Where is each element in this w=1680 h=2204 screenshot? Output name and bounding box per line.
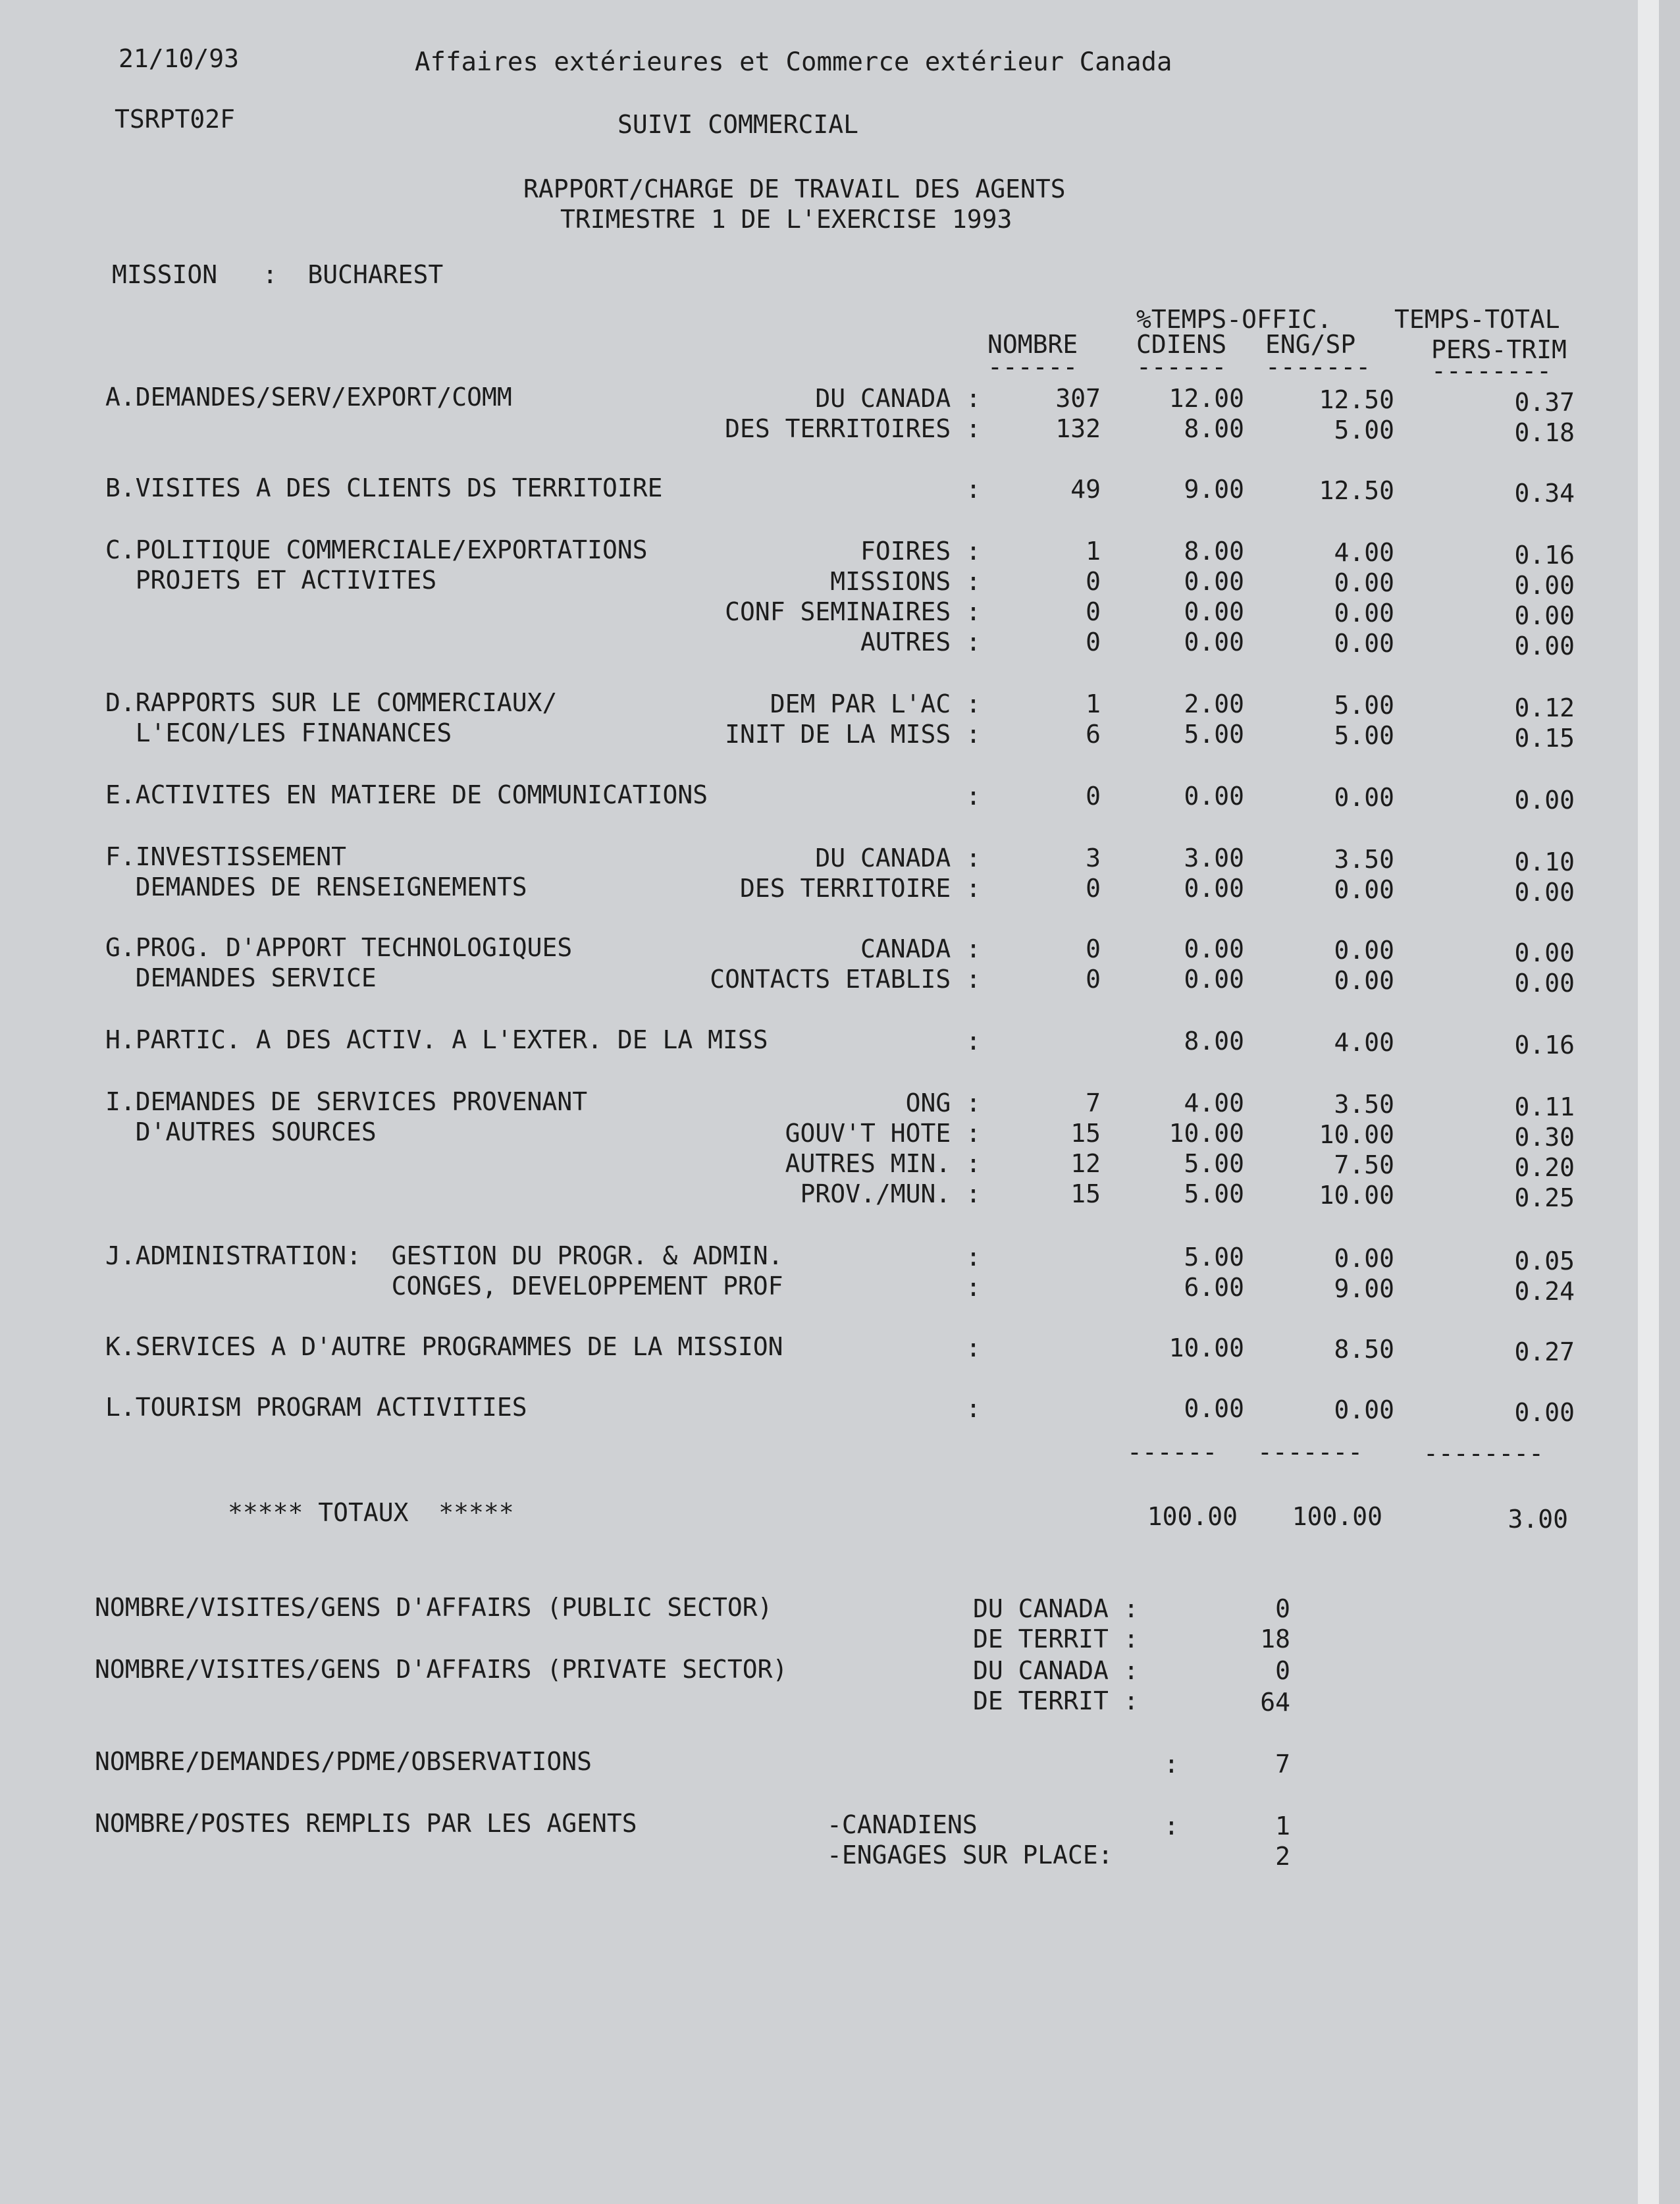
row-perstrim: 0.37: [1514, 388, 1575, 417]
row-label: L.TOURISM PROGRAM ACTIVITIES: [105, 1393, 527, 1422]
row-engsp: 5.00: [1334, 691, 1394, 720]
row-perstrim: 0.12: [1514, 693, 1575, 722]
row-nombre: 307: [1055, 384, 1101, 413]
private-canada-label: DU CANADA :: [973, 1656, 1139, 1685]
row-label: J.ADMINISTRATION: GESTION DU PROGR. & ADMIN.: [105, 1241, 783, 1270]
postes-canadiens-value: 1: [1275, 1812, 1290, 1841]
totals-rule-perstrim: --------: [1423, 1439, 1544, 1468]
row-nombre: 15: [1070, 1119, 1101, 1148]
totals-perstrim: 3.00: [1508, 1505, 1568, 1534]
row-label: K.SERVICES A D'AUTRE PROGRAMMES DE LA MISSION: [105, 1332, 783, 1361]
row-label: F.INVESTISSEMENT: [105, 842, 347, 871]
cdiens-rule: ------: [1136, 352, 1227, 381]
postes-canadiens-colon: :: [1164, 1812, 1179, 1841]
row-perstrim: 0.24: [1514, 1277, 1575, 1306]
report-title: RAPPORT/CHARGE DE TRAVAIL DES AGENTS: [523, 175, 1066, 203]
row-sublabel: CONF SEMINAIRES :: [725, 597, 981, 626]
row-engsp: 8.50: [1334, 1335, 1394, 1364]
row-perstrim: 0.00: [1514, 571, 1575, 600]
postes-engages-label: -ENGAGES SUR PLACE:: [827, 1841, 1113, 1869]
row-sublabel: DES TERRITOIRE :: [739, 874, 981, 903]
row-nombre: 0: [1086, 628, 1101, 657]
total-header: TEMPS-TOTAL: [1394, 305, 1560, 334]
totals-engsp: 100.00: [1292, 1502, 1382, 1531]
row-perstrim: 0.34: [1514, 479, 1575, 508]
row-cdiens: 12.00: [1168, 384, 1244, 413]
row-nombre: 0: [1086, 567, 1101, 596]
pct-header: %TEMPS-OFFIC.: [1136, 305, 1332, 334]
row-cdiens: 0.00: [1184, 597, 1244, 626]
totals-rule-cdiens: ------: [1127, 1438, 1218, 1466]
row-engsp: 0.00: [1334, 629, 1394, 658]
row-perstrim: 0.00: [1514, 786, 1575, 815]
row-engsp: 0.00: [1334, 1244, 1394, 1273]
row-label: PROJETS ET ACTIVITES: [105, 566, 437, 595]
row-sublabel: DU CANADA :: [815, 384, 981, 413]
postes-label: NOMBRE/POSTES REMPLIS PAR LES AGENTS: [95, 1809, 637, 1838]
row-nombre: 1: [1086, 689, 1101, 718]
row-cdiens: 10.00: [1168, 1333, 1244, 1362]
row-perstrim: 0.00: [1514, 938, 1575, 967]
row-perstrim: 0.15: [1514, 724, 1575, 753]
row-label: E.ACTIVITES EN MATIERE DE COMMUNICATIONS: [105, 780, 708, 809]
row-sublabel: CONTACTS ETABLIS :: [710, 965, 981, 994]
row-perstrim: 0.18: [1514, 418, 1575, 447]
row-engsp: 5.00: [1334, 721, 1394, 750]
row-sublabel: ONG :: [905, 1089, 981, 1117]
row-engsp: 4.00: [1334, 1028, 1394, 1057]
row-perstrim: 0.30: [1514, 1123, 1575, 1152]
row-engsp: 0.00: [1334, 936, 1394, 965]
row-nombre: 0: [1086, 782, 1101, 811]
row-engsp: 5.00: [1334, 416, 1394, 444]
row-nombre: 12: [1070, 1149, 1101, 1178]
row-sublabel: FOIRES :: [860, 537, 981, 566]
mission-line: MISSION : BUCHAREST: [112, 260, 444, 289]
totals-rule-engsp: -------: [1257, 1438, 1363, 1466]
row-label: G.PROG. D'APPORT TECHNOLOGIQUES: [105, 933, 573, 962]
row-engsp: 10.00: [1319, 1120, 1394, 1149]
private-canada-value: 0: [1275, 1656, 1290, 1685]
row-engsp: 12.50: [1319, 385, 1394, 414]
row-sublabel: GOUV'T HOTE :: [785, 1119, 981, 1148]
row-perstrim: 0.27: [1514, 1337, 1575, 1366]
row-cdiens: 3.00: [1184, 844, 1244, 873]
row-engsp: 0.00: [1334, 568, 1394, 597]
row-sublabel: :: [966, 1243, 981, 1272]
totals-label: ***** TOTAUX *****: [228, 1498, 514, 1527]
row-perstrim: 0.11: [1514, 1092, 1575, 1121]
private-territ-value: 64: [1260, 1688, 1290, 1717]
row-nombre: 3: [1086, 844, 1101, 873]
report-date: 21/10/93: [118, 44, 240, 73]
row-perstrim: 0.00: [1514, 969, 1575, 998]
row-label: D'AUTRES SOURCES: [105, 1117, 377, 1146]
row-engsp: 4.00: [1334, 538, 1394, 567]
row-cdiens: 6.00: [1184, 1273, 1244, 1302]
nombre-rule: ------: [987, 352, 1078, 381]
row-nombre: 0: [1086, 965, 1101, 994]
row-perstrim: 0.00: [1514, 1398, 1575, 1427]
row-cdiens: 8.00: [1184, 1027, 1244, 1056]
row-sublabel: PROV./MUN. :: [800, 1179, 981, 1208]
row-cdiens: 10.00: [1168, 1119, 1244, 1148]
row-cdiens: 0.00: [1184, 628, 1244, 657]
row-engsp: 3.50: [1334, 1090, 1394, 1119]
cdiens-header: CDIENS: [1136, 330, 1227, 359]
row-label: DEMANDES SERVICE: [105, 963, 377, 992]
row-cdiens: 5.00: [1184, 720, 1244, 749]
row-perstrim: 0.25: [1514, 1183, 1575, 1212]
row-sublabel: AUTRES :: [860, 628, 981, 657]
row-cdiens: 8.00: [1184, 414, 1244, 443]
row-sublabel: :: [966, 1027, 981, 1056]
row-engsp: 3.50: [1334, 845, 1394, 874]
nombre-header: NOMBRE: [987, 330, 1078, 359]
row-cdiens: 9.00: [1184, 475, 1244, 504]
row-sublabel: :: [966, 1333, 981, 1362]
row-engsp: 12.50: [1319, 476, 1394, 505]
department-name: Affaires extérieures et Commerce extérieur Canada: [415, 47, 1172, 77]
row-cdiens: 2.00: [1184, 689, 1244, 718]
row-label: D.RAPPORTS SUR LE COMMERCIAUX/: [105, 688, 558, 717]
report-code: TSRPT02F: [115, 105, 236, 134]
row-sublabel: :: [966, 1394, 981, 1423]
postes-canadiens-label: -CANADIENS: [827, 1810, 978, 1839]
perstrim-header: PERS-TRIM: [1431, 335, 1567, 364]
row-engsp: 0.00: [1334, 966, 1394, 995]
row-nombre: 1: [1086, 537, 1101, 566]
row-nombre: 0: [1086, 874, 1101, 903]
row-label: CONGES, DEVELOPPEMENT PROF: [105, 1272, 783, 1301]
row-cdiens: 5.00: [1184, 1179, 1244, 1208]
row-sublabel: MISSIONS :: [830, 567, 981, 596]
row-sublabel: DEM PAR L'AC :: [770, 689, 981, 718]
row-nombre: 6: [1086, 720, 1101, 749]
row-nombre: 132: [1055, 414, 1101, 443]
private-territ-label: DE TERRIT :: [973, 1686, 1139, 1715]
row-nombre: 15: [1070, 1179, 1101, 1208]
row-cdiens: 0.00: [1184, 934, 1244, 963]
row-cdiens: 0.00: [1184, 1394, 1244, 1423]
row-sublabel: INIT DE LA MISS :: [725, 720, 981, 749]
row-perstrim: 0.16: [1514, 1031, 1575, 1060]
row-engsp: 0.00: [1334, 1395, 1394, 1424]
row-cdiens: 0.00: [1184, 782, 1244, 811]
pdme-colon: :: [1164, 1750, 1179, 1779]
row-perstrim: 0.05: [1514, 1247, 1575, 1276]
system-name: SUIVI COMMERCIAL: [617, 110, 859, 139]
row-label: C.POLITIQUE COMMERCIALE/EXPORTATIONS: [105, 535, 648, 564]
row-perstrim: 0.00: [1514, 878, 1575, 907]
row-label: DEMANDES DE RENSEIGNEMENTS: [105, 873, 527, 901]
row-label: L'ECON/LES FINANANCES: [105, 718, 452, 747]
row-sublabel: DES TERRITOIRES :: [725, 414, 981, 443]
row-engsp: 0.00: [1334, 599, 1394, 628]
public-canada-value: 0: [1275, 1594, 1290, 1623]
row-perstrim: 0.00: [1514, 601, 1575, 630]
engsp-rule: -------: [1265, 352, 1371, 381]
totals-cdiens: 100.00: [1147, 1502, 1238, 1531]
row-label: H.PARTIC. A DES ACTIV. A L'EXTER. DE LA MISS: [105, 1025, 768, 1054]
row-label: I.DEMANDES DE SERVICES PROVENANT: [105, 1087, 588, 1116]
row-nombre: 0: [1086, 934, 1101, 963]
row-sublabel: :: [966, 1273, 981, 1302]
row-sublabel: :: [966, 782, 981, 811]
public-territ-label: DE TERRIT :: [973, 1625, 1139, 1653]
row-label: B.VISITES A DES CLIENTS DS TERRITOIRE: [105, 473, 663, 502]
row-cdiens: 0.00: [1184, 567, 1244, 596]
row-cdiens: 0.00: [1184, 874, 1244, 903]
row-nombre: 0: [1086, 597, 1101, 626]
page-edge: [1638, 0, 1659, 2204]
row-perstrim: 0.20: [1514, 1153, 1575, 1182]
row-perstrim: 0.10: [1514, 847, 1575, 876]
report-subtitle: TRIMESTRE 1 DE L'EXERCISE 1993: [560, 205, 1012, 234]
public-canada-label: DU CANADA :: [973, 1594, 1139, 1623]
public-sector-label: NOMBRE/VISITES/GENS D'AFFAIRS (PUBLIC SECTOR): [95, 1593, 773, 1622]
row-perstrim: 0.16: [1514, 541, 1575, 570]
row-nombre: 49: [1070, 475, 1101, 504]
private-sector-label: NOMBRE/VISITES/GENS D'AFFAIRS (PRIVATE SECTOR): [95, 1655, 788, 1684]
row-cdiens: 0.00: [1184, 965, 1244, 994]
engsp-header: ENG/SP: [1265, 330, 1356, 359]
row-sublabel: DU CANADA :: [815, 844, 981, 873]
row-engsp: 10.00: [1319, 1181, 1394, 1210]
row-engsp: 7.50: [1334, 1150, 1394, 1179]
row-sublabel: CANADA :: [860, 934, 981, 963]
public-territ-value: 18: [1260, 1625, 1290, 1653]
row-cdiens: 4.00: [1184, 1089, 1244, 1117]
row-label: A.DEMANDES/SERV/EXPORT/COMM: [105, 383, 512, 412]
row-sublabel: AUTRES MIN. :: [785, 1149, 981, 1178]
postes-engages-value: 2: [1275, 1842, 1290, 1871]
row-engsp: 0.00: [1334, 875, 1394, 904]
row-engsp: 9.00: [1334, 1274, 1394, 1303]
pdme-value: 7: [1275, 1750, 1290, 1779]
row-cdiens: 5.00: [1184, 1149, 1244, 1178]
row-perstrim: 0.00: [1514, 632, 1575, 660]
pdme-label: NOMBRE/DEMANDES/PDME/OBSERVATIONS: [95, 1747, 592, 1776]
perstrim-rule: --------: [1431, 356, 1552, 385]
row-nombre: 7: [1086, 1089, 1101, 1117]
row-sublabel: :: [966, 475, 981, 504]
row-cdiens: 8.00: [1184, 537, 1244, 566]
row-engsp: 0.00: [1334, 783, 1394, 812]
row-cdiens: 5.00: [1184, 1243, 1244, 1272]
